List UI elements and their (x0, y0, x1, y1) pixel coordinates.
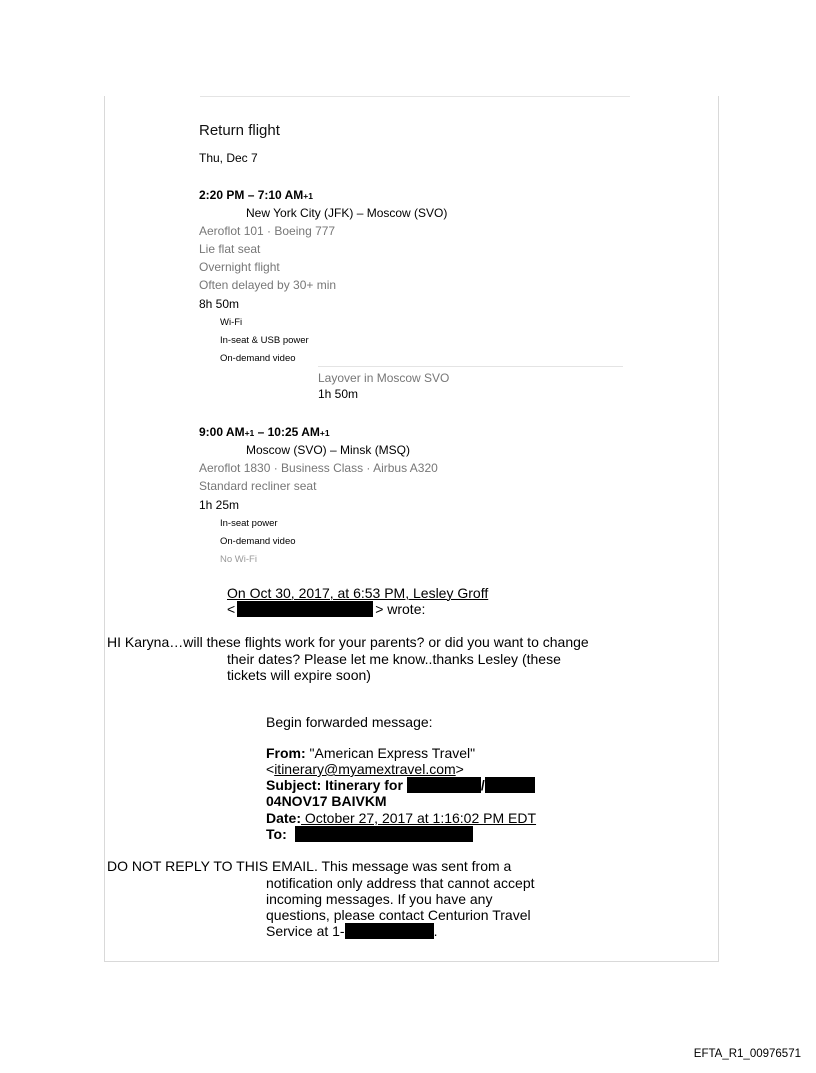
forwarded-to (266, 826, 473, 842)
quote-header-line: On Oct 30, 2017, at 6:53 PM, Lesley Groff (227, 585, 489, 601)
layover-duration: 1h 50m (318, 387, 359, 401)
layover-label: Layover in Moscow SVO (318, 371, 450, 385)
quote-sender-email (227, 601, 425, 617)
reply-line-3: tickets will expire soon) (227, 667, 371, 683)
leg2-no-wifi: No Wi-Fi (220, 554, 257, 565)
leg2-departure-offset: +1 (244, 428, 255, 438)
redaction-block (345, 923, 434, 939)
leg2-duration: 1h 25m (199, 498, 240, 512)
notice-line-2: notification only address that cannot accept (266, 875, 535, 891)
email-lt: < (227, 601, 236, 617)
leg1-seat: Lie flat seat (199, 242, 261, 256)
notice-line-4-text: questions, please contact Centurion Travel (266, 907, 531, 923)
to-label: To: (266, 826, 287, 842)
notice-line-5 (266, 923, 437, 939)
leg2-seat: Standard recliner seat (199, 479, 317, 493)
forwarded-subject (266, 777, 535, 793)
leg2-amenity-video: On-demand video (220, 536, 296, 547)
document-id: EFTA_R1_00976571 (693, 1048, 801, 1060)
reply-line-2: their dates? Please let me know..thanks Lesley (these (227, 651, 561, 667)
forwarded-date (266, 810, 536, 826)
leg1-dash: – (244, 188, 258, 202)
leg1-amenity-wifi: Wi-Fi (220, 317, 243, 328)
reply-line-1: HI Karyna…will these flights work for your parents? or did you want to change (107, 634, 589, 650)
top-divider (200, 96, 630, 97)
from-value: "American Express Travel" (305, 745, 476, 761)
leg1-amenity-power: In-seat & USB power (220, 335, 309, 346)
forwarded-from-email (266, 761, 464, 777)
quote-header (227, 585, 488, 601)
leg1-duration: 8h 50m (199, 297, 240, 311)
leg2-dash: – (254, 425, 268, 439)
redaction-block (407, 777, 481, 793)
leg1-route: New York City (JFK) – Moscow (SVO) (246, 206, 448, 220)
leg2-amenity-power: In-seat power (220, 518, 278, 529)
leg2-departure-time: 9:00 AM (199, 425, 245, 439)
redaction-block (295, 826, 473, 842)
wrote-text: > wrote: (375, 601, 426, 617)
leg1-flight: Aeroflot 101 · Boeing 777 (199, 224, 336, 238)
subject-label: Subject: Itinerary for (266, 777, 407, 793)
leg2-arrival-time: 10:25 AM (267, 425, 320, 439)
notice-line-1: DO NOT REPLY TO THIS EMAIL. This message was sent from a (107, 858, 512, 874)
leg2-arrival-offset: +1 (319, 428, 330, 438)
notice-line-5-prefix: Service at 1- (266, 923, 345, 939)
leg2-route: Moscow (SVO) – Minsk (MSQ) (246, 443, 411, 457)
subject-slash: / (480, 777, 485, 793)
leg1-departure-time: 2:20 PM (199, 188, 245, 202)
forwarded-from (266, 745, 475, 761)
from-email-link[interactable]: itinerary@myamextravel.com (274, 761, 456, 777)
notice-line-4 (266, 907, 531, 923)
leg1-delay: Often delayed by 30+ min (199, 278, 337, 292)
layover-divider (318, 366, 623, 367)
from-email-gt: > (455, 761, 464, 777)
leg1-arrival-time: 7:10 AM (257, 188, 304, 202)
leg1-times (199, 188, 313, 202)
leg1-amenity-video: On-demand video (220, 353, 296, 364)
flight-date: Thu, Dec 7 (199, 151, 258, 165)
forwarded-intro: Begin forwarded message: (266, 714, 433, 730)
leg2-times (199, 425, 330, 439)
from-email-lt: < (266, 761, 275, 777)
from-label: From: (266, 745, 306, 761)
leg2-flight: Aeroflot 1830 · Business Class · Airbus A320 (199, 461, 438, 475)
forwarded-subject-line-2: 04NOV17 BAIVKM (266, 793, 387, 809)
notice-line-3: incoming messages. If you have any (266, 891, 493, 907)
leg1-arrival-offset: +1 (303, 191, 313, 201)
notice-line-5-suffix: . (433, 923, 438, 939)
date-label: Date: (266, 810, 302, 826)
redaction-block (485, 777, 535, 793)
date-value: October 27, 2017 at 1:16:02 PM EDT (301, 810, 537, 826)
redaction-block (237, 601, 373, 617)
leg1-note: Overnight flight (199, 260, 280, 274)
section-title: Return flight (199, 122, 280, 139)
